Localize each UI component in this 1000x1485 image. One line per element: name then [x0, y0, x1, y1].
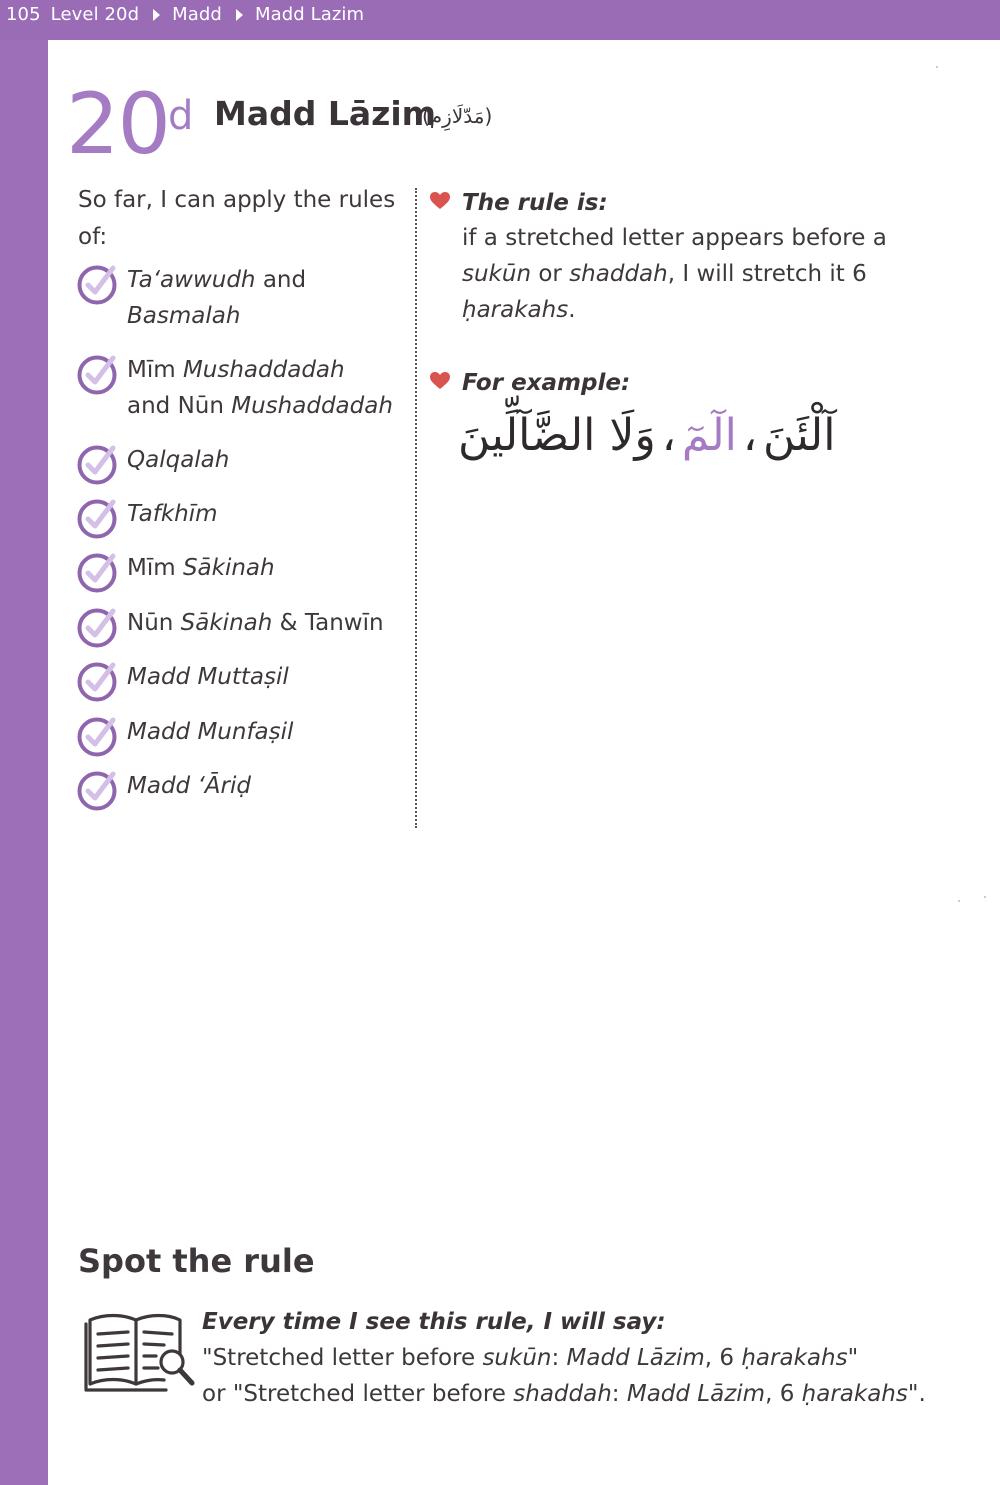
- rule-body: [462, 220, 900, 328]
- level-number: 20: [66, 75, 169, 173]
- text-run: Mīm: [127, 555, 183, 581]
- arabic-examples: [458, 404, 900, 468]
- check-circle-icon: [76, 712, 122, 758]
- check-circle-icon: [76, 766, 122, 812]
- italic-term: sukūn: [462, 261, 532, 287]
- italic-term: Madd Lāzim: [626, 1381, 766, 1407]
- check-circle-icon: [76, 350, 122, 396]
- italic-term: sukūn: [482, 1345, 552, 1371]
- example-word-3: وَلَا الضَّآلِّينَ: [458, 410, 656, 461]
- italic-term: Qalqalah: [127, 447, 230, 473]
- triangle-right-icon: [153, 9, 160, 21]
- text-run: , I will stretch it 6: [667, 261, 867, 287]
- checklist-item: [76, 262, 395, 334]
- text-run: if a stretched letter appears before a: [462, 225, 887, 251]
- progress-intro: So far, I can apply the rules of:: [78, 187, 396, 250]
- example-separator: ،: [742, 410, 758, 461]
- checklist-item: [76, 659, 395, 703]
- scan-speck: [936, 66, 938, 68]
- spot-rule-heading: Every time I see this rule, I will say:: [202, 1309, 666, 1335]
- italic-term: Madd Munfaṣil: [127, 719, 294, 745]
- text-run: , 6: [765, 1381, 802, 1407]
- breadcrumb-item-madd[interactable]: Madd: [172, 4, 222, 25]
- italic-term: ḥarakahs: [741, 1345, 848, 1371]
- text-run: :: [611, 1381, 627, 1407]
- checklist-item: [76, 768, 395, 812]
- italic-term: Sākinah: [182, 555, 275, 581]
- text-run: .: [568, 297, 576, 323]
- checklist-item-label: [127, 768, 395, 804]
- checklist-item: [76, 442, 395, 486]
- italic-term: shaddah: [569, 261, 668, 287]
- heart-icon: [430, 192, 450, 210]
- breadcrumb: [6, 4, 364, 25]
- check-circle-icon: [76, 440, 122, 486]
- spot-rule-title: Spot the rule: [78, 1242, 315, 1280]
- italic-term: ḥarakahs: [801, 1381, 908, 1407]
- text-run: or: [531, 261, 570, 287]
- italic-term: Ta‘awwudh: [127, 267, 256, 293]
- italic-term: Madd ‘Āriḍ: [127, 773, 251, 799]
- page-title-arabic: (مَدّلَازِم): [422, 104, 493, 128]
- level-suffix: d: [168, 93, 194, 139]
- text-run: and: [255, 267, 307, 293]
- checklist-item-label: [127, 262, 395, 334]
- rule-section: [430, 186, 900, 328]
- text-run: "Stretched letter before: [202, 1345, 483, 1371]
- text-run: or "Stretched letter before: [202, 1381, 514, 1407]
- page-number: 105: [6, 4, 41, 25]
- spot-rule-line-1: [202, 1340, 982, 1376]
- example-word-1: آلْئَنَ: [763, 410, 836, 461]
- spot-rule-text: [202, 1304, 982, 1412]
- italic-term: Madd Muttaṣil: [127, 664, 289, 690]
- example-heading: For example:: [462, 370, 631, 396]
- breadcrumb-item-madd-lazim[interactable]: Madd Lazim: [254, 4, 365, 25]
- text-run: Nūn: [127, 610, 181, 636]
- italic-term: Sākinah: [180, 610, 273, 636]
- scan-speck: [984, 896, 986, 898]
- checklist-item-label: [127, 550, 395, 586]
- triangle-right-icon: [236, 9, 243, 21]
- checklist-item: [76, 352, 395, 424]
- checklist-item-label: [127, 496, 395, 532]
- heart-icon: [430, 372, 450, 390]
- text-run: and Nūn: [127, 393, 232, 419]
- text-run: , 6: [704, 1345, 742, 1371]
- checklist-item-label: [127, 352, 395, 424]
- top-bar: [0, 0, 1000, 40]
- italic-term: Madd Lāzim: [566, 1345, 705, 1371]
- spot-rule-line-2: [202, 1376, 982, 1412]
- italic-term: Tafkhīm: [127, 501, 218, 527]
- example-separator: ،: [661, 410, 676, 461]
- check-circle-icon: [76, 603, 122, 649]
- checklist-item-label: [127, 714, 395, 750]
- text-run: Mīm: [127, 357, 183, 383]
- checklist-item: [76, 605, 395, 649]
- scan-speck: [958, 900, 960, 902]
- page-content: [48, 40, 1000, 1485]
- check-circle-icon: [76, 657, 122, 703]
- rule-heading: The rule is:: [462, 190, 608, 216]
- checklist-item-label: [127, 442, 395, 478]
- text-run: :: [551, 1345, 567, 1371]
- italic-term: Basmalah: [127, 303, 241, 329]
- checklist-item: [76, 496, 395, 540]
- example-section: [430, 366, 900, 468]
- checklist-item: [76, 550, 395, 594]
- column-divider: [415, 188, 417, 828]
- italic-term: ḥarakahs: [462, 297, 569, 323]
- book-magnifier-icon: [84, 1310, 196, 1392]
- breadcrumb-item-level[interactable]: Level 20d: [50, 4, 140, 25]
- side-band: [0, 40, 48, 1485]
- italic-term: shaddah: [513, 1381, 612, 1407]
- text-run: ": [847, 1345, 859, 1371]
- text-run: ".: [907, 1381, 926, 1407]
- check-circle-icon: [76, 548, 122, 594]
- checklist-item-label: [127, 659, 395, 695]
- checklist-item: [76, 714, 395, 758]
- italic-term: Mushaddadah: [231, 393, 393, 419]
- check-circle-icon: [76, 260, 122, 306]
- checklist-item-label: [127, 605, 395, 641]
- example-word-2: الٓمٓ: [681, 410, 737, 461]
- check-circle-icon: [76, 494, 122, 540]
- italic-term: Mushaddadah: [182, 357, 345, 383]
- page-title: Madd Lāzim: [214, 94, 437, 133]
- text-run: & Tanwīn: [272, 610, 384, 636]
